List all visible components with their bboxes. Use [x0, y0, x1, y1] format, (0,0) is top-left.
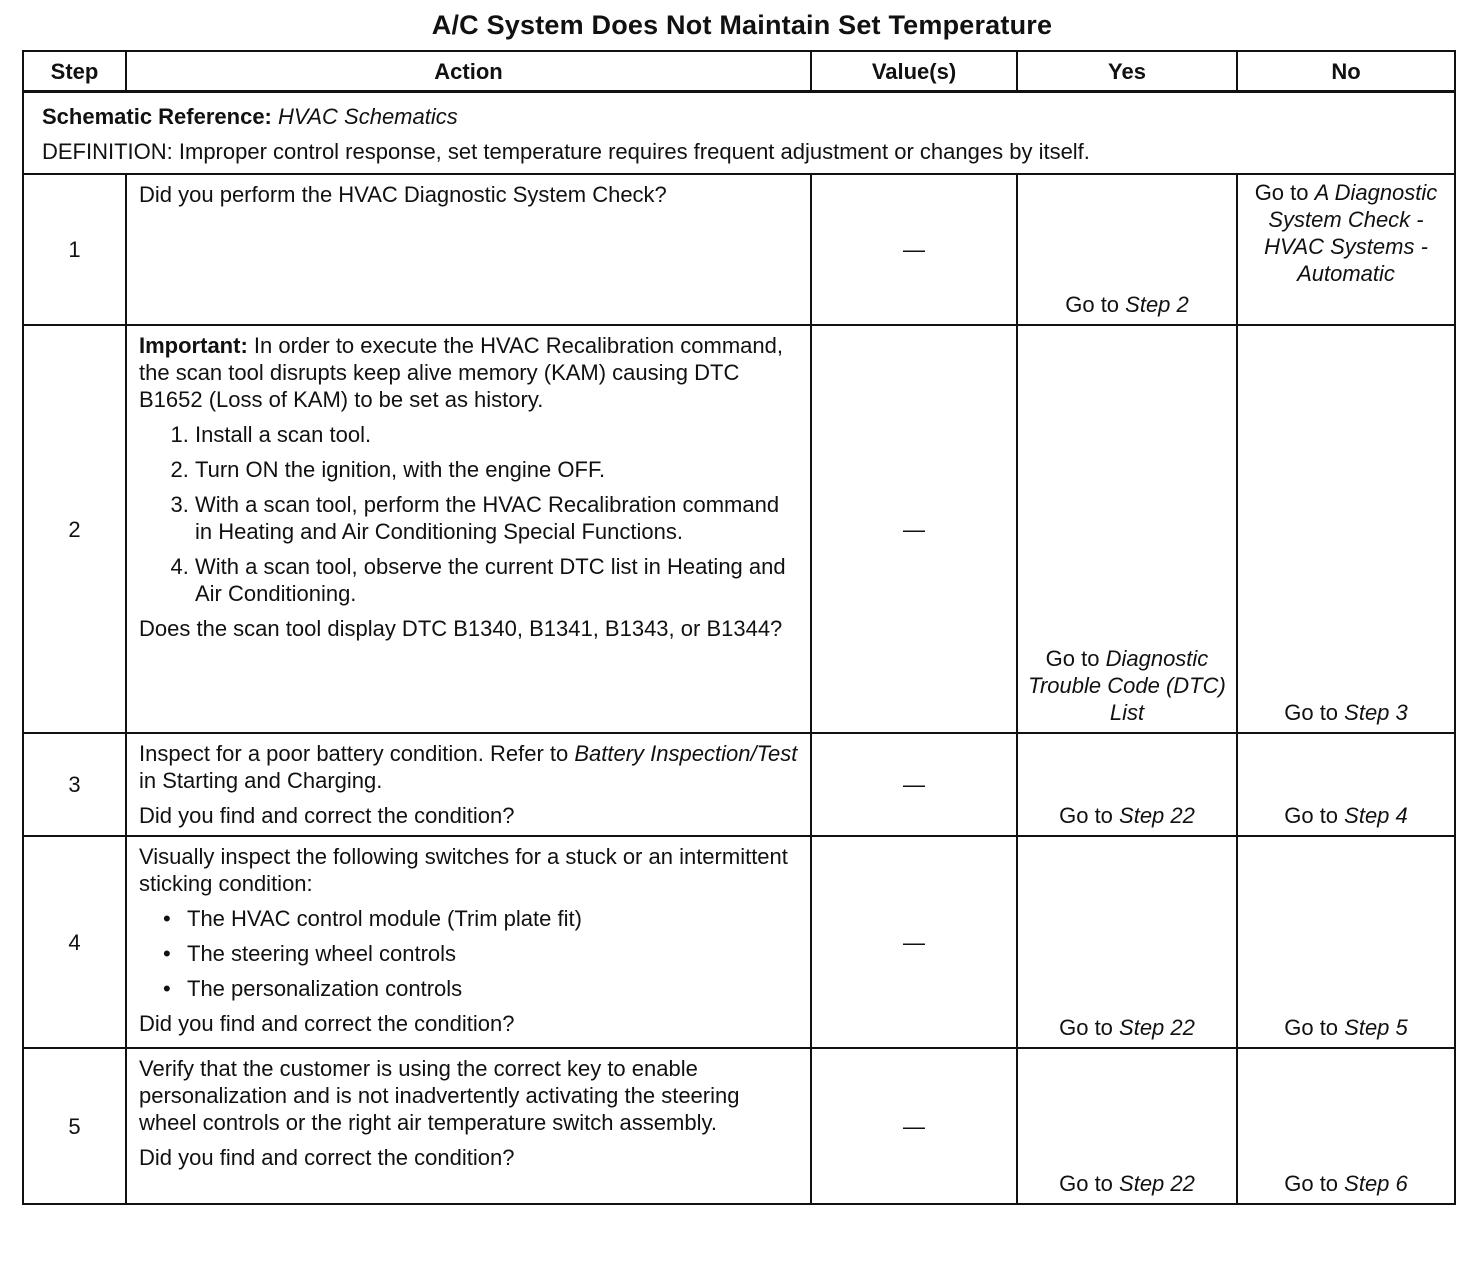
list-item: 4. With a scan tool, observe the current DTC list in Heating and Air Conditioning. [195, 553, 798, 607]
value-cell: — [811, 1048, 1017, 1204]
yes-link[interactable]: Step 22 [1119, 1015, 1195, 1040]
schematic-ref[interactable]: HVAC Schematics [278, 104, 458, 129]
no-cell: Go to A Diagnostic System Check - HVAC Systems - Automatic [1237, 174, 1455, 325]
step-number: 5 [23, 1048, 126, 1204]
step-question: Did you perform the HVAC Diagnostic System Check? [139, 182, 667, 207]
step-instruction: Verify that the customer is using the correct key to enable personalization and is not inadvertently activating the steering wheel controls or the right air temperature switch assembly. [139, 1056, 740, 1135]
header-no: No [1237, 51, 1455, 92]
yes-link[interactable]: Diagnostic Trouble Code (DTC) List [1028, 646, 1226, 725]
list-item: 3. With a scan tool, perform the HVAC Recalibration command in Heating and Air Conditioning Special Functions. [195, 491, 798, 545]
step-instruction: Visually inspect the following switches for a stuck or an intermittent sticking condition: [139, 844, 788, 896]
no-cell: Go to Step 5 [1237, 836, 1455, 1048]
important-note: Important: In order to execute the HVAC Recalibration command, the scan tool disrupts keep alive memory (KAM) causing DTC B1652 (Loss of KAM) to be set as history. [139, 333, 783, 412]
step-number: 4 [23, 836, 126, 1048]
list-item: • The personalization controls [187, 975, 798, 1002]
header-step: Step [23, 51, 126, 92]
no-cell: Go to Step 4 [1237, 733, 1455, 836]
page-title: A/C System Does Not Maintain Set Temperature [431, 10, 1053, 40]
list-item: • The HVAC control module (Trim plate fit) [187, 905, 798, 932]
value-cell: — [811, 325, 1017, 733]
step-question: Did you find and correct the condition? [139, 1011, 515, 1036]
procedure-list [139, 421, 798, 607]
switch-list [139, 905, 798, 1002]
list-item: • The steering wheel controls [187, 940, 798, 967]
step-number: 3 [23, 733, 126, 836]
table-row [23, 733, 1455, 836]
step-question: Did you find and correct the condition? [139, 1145, 515, 1170]
reference-link[interactable]: Battery Inspection/Test [574, 741, 798, 766]
header-yes: Yes [1017, 51, 1237, 92]
table-row [23, 836, 1455, 1048]
step-number: 1 [23, 174, 126, 325]
diagnostic-table [22, 50, 1456, 1205]
step-question: Did you find and correct the condition? [139, 803, 515, 828]
value-cell: — [811, 836, 1017, 1048]
no-link[interactable]: Step 5 [1344, 1015, 1408, 1040]
table-row [23, 1048, 1455, 1204]
table-row [23, 325, 1455, 733]
yes-link[interactable]: Step 2 [1125, 292, 1189, 317]
list-item: 2. Turn ON the ignition, with the engine OFF. [195, 456, 798, 483]
list-item: 1. Install a scan tool. [195, 421, 798, 448]
yes-cell: Go to Step 22 [1017, 836, 1237, 1048]
header-values: Value(s) [811, 51, 1017, 92]
step-number: 2 [23, 325, 126, 733]
no-cell: Go to Step 6 [1237, 1048, 1455, 1204]
value-cell: — [811, 733, 1017, 836]
definition-text: DEFINITION: Improper control response, set temperature requires frequent adjustment or changes by itself. [42, 139, 1090, 164]
no-link[interactable]: A Diagnostic System Check - HVAC Systems - Automatic [1264, 180, 1438, 286]
table-row [23, 174, 1455, 325]
value-cell: — [811, 174, 1017, 325]
yes-cell: Go to Step 2 [1017, 174, 1237, 325]
header-action: Action [126, 51, 811, 92]
no-cell: Go to Step 3 [1237, 325, 1455, 733]
step-question: Does the scan tool display DTC B1340, B1341, B1343, or B1344? [139, 616, 783, 641]
schematic-label: Schematic Reference: [42, 104, 272, 129]
no-link[interactable]: Step 3 [1344, 700, 1408, 725]
yes-cell: Go to Step 22 [1017, 1048, 1237, 1204]
yes-link[interactable]: Step 22 [1119, 1171, 1195, 1196]
table-header-row [23, 51, 1455, 92]
yes-cell: Go to Step 22 [1017, 733, 1237, 836]
schematic-row [23, 92, 1455, 175]
yes-link[interactable]: Step 22 [1119, 803, 1195, 828]
no-link[interactable]: Step 4 [1344, 803, 1408, 828]
step-instruction: Inspect for a poor battery condition. Refer to Battery Inspection/Test in Starting and Charging. [139, 741, 798, 793]
no-link[interactable]: Step 6 [1344, 1171, 1408, 1196]
yes-cell: Go to Diagnostic Trouble Code (DTC) List [1017, 325, 1237, 733]
